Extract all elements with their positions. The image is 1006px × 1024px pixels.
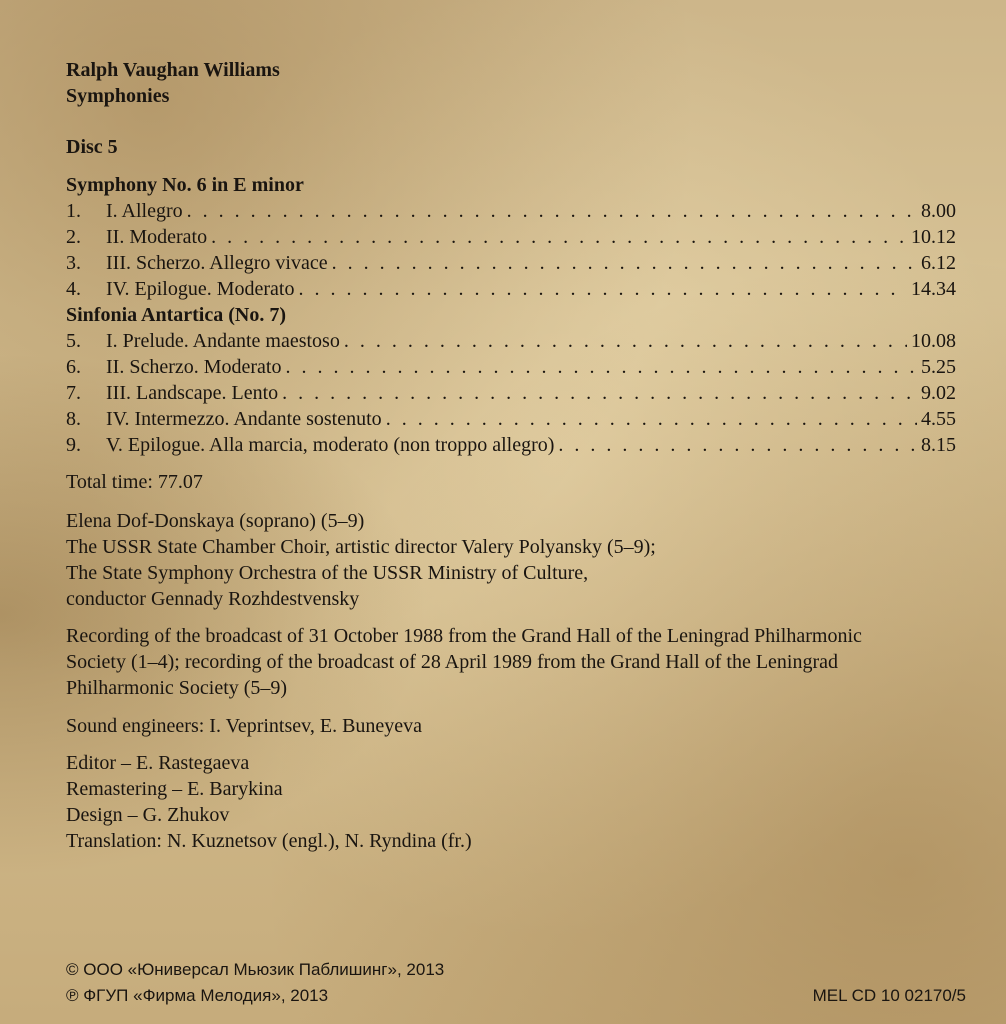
- dot-leader: [282, 380, 917, 406]
- credit-line: Remastering – E. Barykina: [66, 778, 283, 800]
- track-title: III. Scherzo. Allegro vivace: [106, 252, 328, 274]
- collection-title: Symphonies: [66, 85, 170, 107]
- track-row: [66, 250, 956, 276]
- track-time: 10.08: [911, 330, 956, 352]
- track-number: 6.: [66, 356, 81, 378]
- track-row: [66, 224, 956, 250]
- dot-leader: [286, 354, 918, 380]
- dot-leader: [187, 198, 917, 224]
- dot-leader: [558, 432, 917, 458]
- copyright-line: © ООО «Юниверсал Мьюзик Паблишинг», 2013: [66, 960, 445, 979]
- performer-line: The USSR State Chamber Choir, artistic director Valery Polyansky (5–9);: [66, 536, 656, 558]
- credit-line: Translation: N. Kuznetsov (engl.), N. Ryndina (fr.): [66, 830, 472, 852]
- track-time: 4.55: [921, 408, 956, 430]
- recording-line: Society (1–4); recording of the broadcast of 28 April 1989 from the Grand Hall of the Leningrad: [66, 651, 839, 673]
- track-number: 8.: [66, 408, 81, 430]
- track-row: [66, 406, 956, 432]
- track-row: [66, 380, 956, 406]
- credit-line: Design – G. Zhukov: [66, 804, 230, 826]
- dot-leader: [344, 328, 907, 354]
- track-time: 6.12: [921, 252, 956, 274]
- composer-name: Ralph Vaughan Williams: [66, 59, 280, 81]
- dot-leader: [386, 406, 917, 432]
- catalog-number: MEL CD 10 02170/5: [812, 986, 966, 1005]
- dot-leader: [211, 224, 907, 250]
- dot-leader: [332, 250, 917, 276]
- dot-leader: [299, 276, 908, 302]
- track-title: IV. Epilogue. Moderato: [106, 278, 295, 300]
- track-title: III. Landscape. Lento: [106, 382, 279, 404]
- track-time: 8.00: [921, 200, 956, 222]
- track-number: 5.: [66, 330, 81, 352]
- track-title: I. Allegro: [106, 200, 183, 222]
- track-row: [66, 328, 956, 354]
- track-number: 9.: [66, 434, 81, 456]
- track-time: 5.25: [921, 356, 956, 378]
- track-row: [66, 198, 956, 224]
- track-title: II. Scherzo. Moderato: [106, 356, 282, 378]
- track-row: [66, 432, 956, 458]
- track-number: 3.: [66, 252, 81, 274]
- track-number: 1.: [66, 200, 81, 222]
- sound-engineers: Sound engineers: I. Veprintsev, E. Buneyeva: [66, 715, 423, 737]
- track-number: 4.: [66, 278, 81, 300]
- track-title: V. Epilogue. Alla marcia, moderato (non troppo allegro): [106, 434, 555, 456]
- track-time: 10.12: [911, 226, 956, 248]
- track-time: 9.02: [921, 382, 956, 404]
- performer-line: The State Symphony Orchestra of the USSR Ministry of Culture,: [66, 562, 589, 584]
- total-time: Total time: 77.07: [66, 471, 203, 493]
- track-title: I. Prelude. Andante maestoso: [106, 330, 340, 352]
- track-row: [66, 276, 956, 302]
- track-number: 7.: [66, 382, 81, 404]
- performer-line: Elena Dof-Donskaya (soprano) (5–9): [66, 510, 365, 532]
- track-title: II. Moderato: [106, 226, 208, 248]
- performer-line: conductor Gennady Rozhdestvensky: [66, 588, 360, 610]
- track-time: 14.34: [911, 278, 956, 300]
- phonogram-copyright-line: ℗ ФГУП «Фирма Мелодия», 2013: [66, 986, 329, 1005]
- track-number: 2.: [66, 226, 81, 248]
- track-row: [66, 354, 956, 380]
- track-time: 8.15: [921, 434, 956, 456]
- disc-label: Disc 5: [66, 136, 118, 158]
- credit-line: Editor – E. Rastegaeva: [66, 752, 250, 774]
- track-title: IV. Intermezzo. Andante sostenuto: [106, 408, 382, 430]
- recording-line: Philharmonic Society (5–9): [66, 677, 288, 699]
- recording-line: Recording of the broadcast of 31 October 1988 from the Grand Hall of the Leningrad Philharmonic: [66, 625, 862, 647]
- work-title: Symphony No. 6 in E minor: [66, 174, 304, 196]
- work-title: Sinfonia Antartica (No. 7): [66, 304, 286, 326]
